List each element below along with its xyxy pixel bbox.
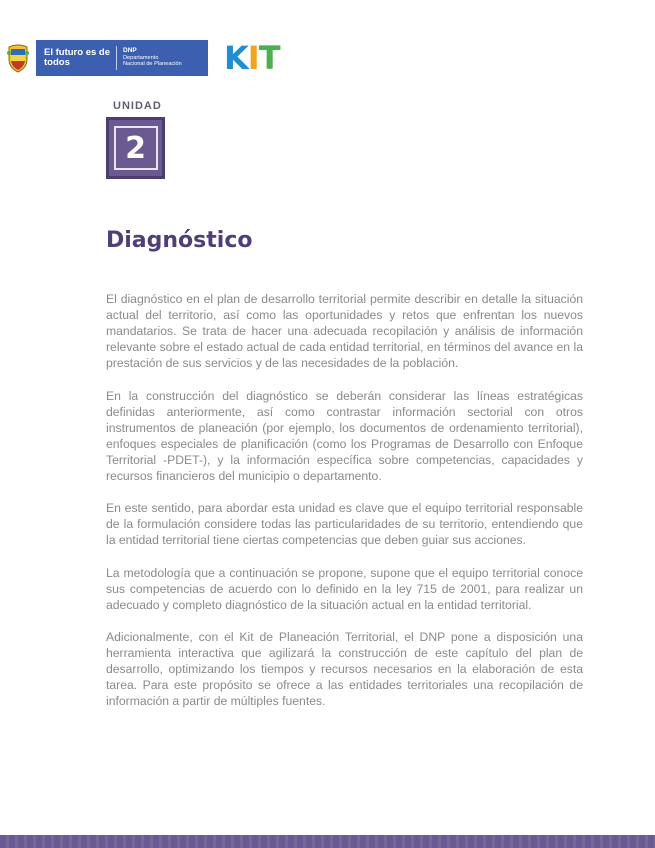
kit-logo-letter: K — [224, 39, 248, 77]
page-title: Diagnóstico — [106, 228, 253, 253]
slogan-text: El futuro es de todos — [44, 47, 110, 68]
unit-number-badge — [106, 117, 165, 179]
paragraph: El diagnóstico en el plan de desarrollo territorial permite describir en detalle la situación actual del territorio, así como las oportunidades y retos que enfrentan los nuevos mandatarios. Se trata de hacer una adecuada recopilación y análisis de información relevante sobre el estado actual de cada entidad territorial, en términos del avance en la prestación de sus servicios y de las necesidades de la población. — [106, 292, 583, 371]
footer-bar — [0, 835, 655, 848]
kit-logo — [224, 40, 284, 76]
banner-blue-section — [36, 40, 208, 76]
dnp-text — [123, 48, 186, 67]
paragraph: La metodología que a continuación se propone, supone que el equipo territorial conoce sus competencias de acuerdo con lo definido en la ley 715 de 2001, para realizar un adecuado y completo diagnóstico de la situación actual en la entidad territorial. — [106, 565, 583, 612]
paragraph: Adicionalmente, con el Kit de Planeación Territorial, el DNP pone a disposición una herramienta interactiva que agilizará la construcción de este capítulo del plan de desarrollo, optimizando los tiempos y recursos necesarios en la elaboración de esta tarea. Para este propósito se ofrece a las entidades territoriales una recopilación de información a partir de múltiples fuentes. — [106, 629, 583, 709]
colombia-crest-icon — [0, 40, 36, 76]
unit-label: UNIDAD — [113, 100, 162, 112]
dnp-abbreviation: DNP — [123, 47, 137, 55]
paragraph: En este sentido, para abordar esta unidad es clave que el equipo territorial responsable de la formulación considere todas las particularidades de su territorio, entendiendo que la entidad territorial tiene ciertas competencias que deben guiar sus acciones. — [106, 501, 583, 548]
kit-logo-letter: I — [247, 39, 259, 77]
dnp-line1: Departamento — [123, 54, 159, 61]
kit-logo-text — [224, 40, 280, 76]
paragraph: En la construcción del diagnóstico se deberán considerar las líneas estratégicas definidas anteriormente, así como contrastar información sectorial con otros instrumentos de planeación (por ejemplo, los documentos de ordenamiento territorial), enfoques especiales de planificación (como los Programas de Desarrollo con Enfoque Territorial -PDET-), y la información específica sobre competencias, capacidades y recursos financieros del municipio o departamento. — [106, 388, 583, 484]
body-text — [106, 291, 583, 726]
dnp-line2: Nacional de Planeación — [123, 61, 182, 68]
unit-number: 2 — [114, 126, 158, 170]
government-banner — [0, 40, 208, 76]
kit-logo-letter: T — [258, 39, 280, 77]
banner-divider — [116, 46, 117, 70]
